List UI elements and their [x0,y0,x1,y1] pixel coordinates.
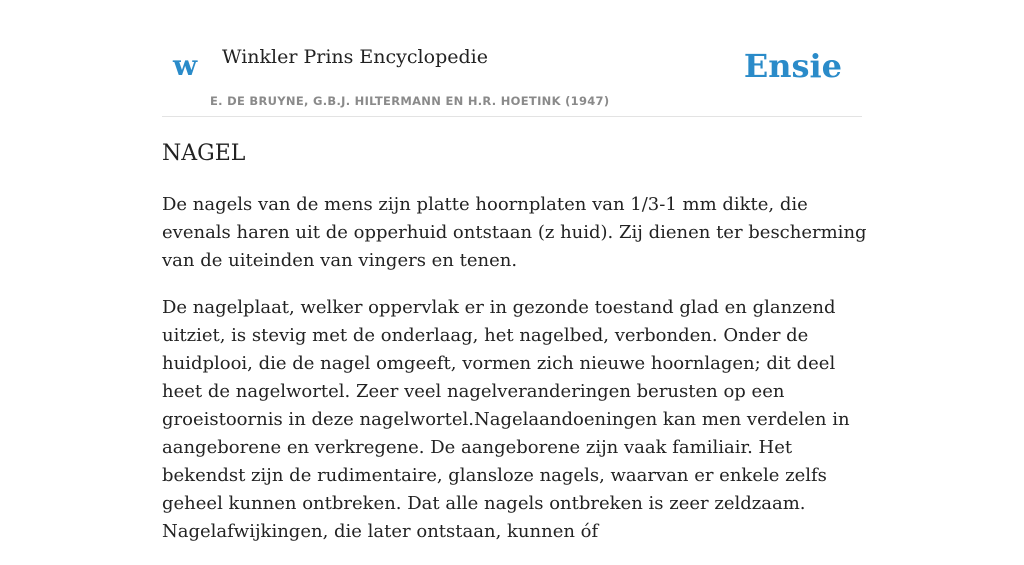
entry-paragraph-1: De nagels van de mens zijn platte hoornplaten van 1/3-1 mm dikte, die evenals haren uit de opperhuid ontstaan (z huid). Zij dienen ter bescherming van de uiteinden van vingers en tenen. [162,193,867,271]
winkler-prins-logo-icon: w [173,49,198,82]
ensie-brand-link[interactable]: Ensie [743,47,842,85]
source-title: Winkler Prins Encyclopedie [222,46,488,68]
entry-content [162,140,867,565]
entry-paragraph-2: De nagelplaat, welker oppervlak er in gezonde toestand glad en glanzend uitziet, is stevig met de onderlaag, het nagelbed, verbonden. Onder de huidplooi, die de nagel omgeeft, vormen zich nieuwe hoornlagen; dit deel heet de nagelwortel. Zeer veel nagelveranderingen berusten op een groeistoornis in deze nagelwortel.Nagelaandoeningen kan men verdelen in aangeborene en verkregene. De aangeborene zijn vaak familiair. Het bekendst zijn de rudimentaire, glansloze nagels, waarvan er enkele zelfs geheel kunnen ontbreken. Dat alle nagels ontbreken is zeer zeldzaam. Nagelafwijkingen, die later ontstaan, kunnen óf [162,296,850,542]
source-header [162,0,862,117]
entry-title: NAGEL [162,141,246,166]
source-authors: E. DE BRUYNE, G.B.J. HILTERMANN EN H.R. HOETINK (1947) [210,94,610,108]
